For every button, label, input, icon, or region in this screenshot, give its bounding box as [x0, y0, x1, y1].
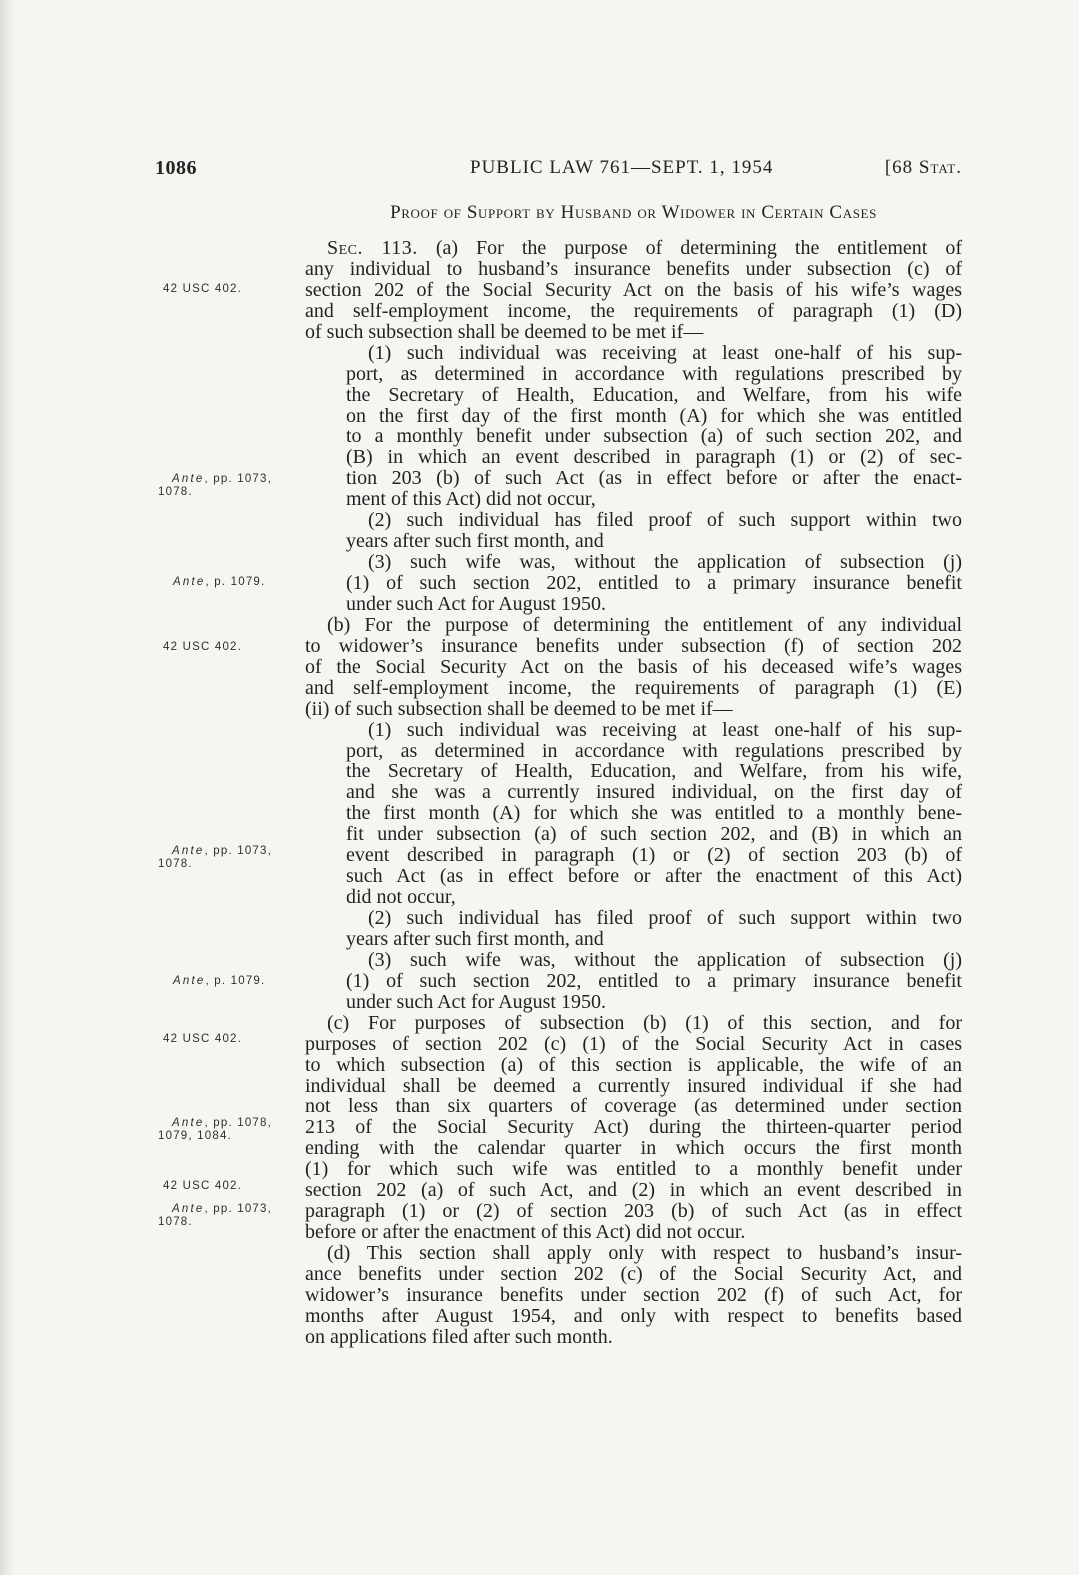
text-line: and she was a currently insured individual, on the first day of [346, 781, 962, 804]
margin-note-pages: , pp. 1073, [204, 473, 273, 485]
text-line: the Secretary of Health, Education, and Welfare, from his wife [346, 383, 962, 406]
text-line: on the first day of the first month (A) for which she was entitled [346, 404, 962, 427]
subsection-b-paragraph-1 [346, 720, 962, 908]
text-line: not less than six quarters of coverage (as determined under section [305, 1095, 962, 1118]
text-line: to which subsection (a) of this section is applicable, the wife of an [305, 1053, 962, 1076]
text-line: event described in paragraph (1) or (2) of section 203 (b) of [346, 844, 962, 867]
text-line: port, as determined in accordance with regulations prescribed by [346, 739, 962, 762]
margin-note-pages: , p. 1079. [205, 975, 266, 987]
margin-note-pages-cont: 1079, 1084. [158, 1130, 232, 1142]
subsection-a-paragraph-3 [346, 552, 962, 615]
margin-note-usc: 42 USC 402. [163, 641, 243, 653]
text-line: (1) such individual was receiving at least one-half of his sup- [368, 718, 962, 741]
text-line: (B) in which an event described in paragraph (1) or (2) of sec- [346, 446, 962, 469]
margin-note-ante [158, 473, 272, 499]
text-line: (c) For purposes of subsection (b) (1) of this section, and for [327, 1011, 962, 1034]
text-line: any individual to husband’s insurance benefits under subsection (c) of [305, 257, 962, 280]
text-line: (2) such individual has filed proof of such support within two [368, 907, 962, 929]
subsection-b-paragraph-2 [346, 908, 962, 950]
running-title: PUBLIC LAW 761—SEPT. 1, 1954 [470, 157, 774, 178]
text-line: the first month (A) for which she was entitled to a monthly bene- [346, 802, 962, 825]
text-line: paragraph (1) or (2) of section 203 (b) of such Act (as in effect [305, 1200, 962, 1223]
text-line: did not occur, [346, 886, 456, 909]
margin-note-ante [173, 975, 265, 988]
text-line: on applications filed after such month. [305, 1325, 613, 1348]
text-line: the Secretary of Health, Education, and Welfare, from his wife, [346, 760, 962, 783]
text-line: under such Act for August 1950. [346, 990, 606, 1013]
subsection-a-paragraph-2 [346, 510, 962, 552]
text-line: widower’s insurance benefits under section 202 (f) of such Act, for [305, 1283, 962, 1306]
margin-note-usc: 42 USC 402. [163, 283, 243, 295]
text-line: (ii) of such subsection shall be deemed to be met if— [305, 697, 733, 720]
section-title: Proof of Support by Husband or Widower in Certain Cases [390, 202, 877, 223]
margin-note-ante-word: Ante [172, 1203, 205, 1215]
margin-note-pages: , pp. 1073, [204, 845, 273, 857]
margin-note-pages: , pp. 1078, [204, 1117, 273, 1129]
margin-note-ante [158, 1117, 272, 1143]
text-line: (1) of such section 202, entitled to a primary insurance benefit [346, 572, 962, 594]
margin-note-ante [158, 845, 272, 871]
margin-note-pages-cont: 1078. [158, 858, 193, 870]
text-line: ment of this Act) did not occur, [346, 488, 596, 511]
text-line: months after August 1954, and only with respect to benefits based [305, 1304, 962, 1327]
margin-note-ante-word: Ante [173, 576, 206, 588]
text-line: section 202 (a) of such Act, and (2) in which an event described in [305, 1179, 962, 1202]
volume-reference: [68 Stat. [884, 157, 962, 178]
text-line: (b) For the purpose of determining the entitlement of any individual [327, 613, 962, 636]
text-line: tion 203 (b) of such Act (as in effect before or after the enact- [346, 467, 962, 490]
text-line-content: (a) For the purpose of determining the entitlement of [435, 237, 962, 259]
text-line: fit under subsection (a) of such section 202, and (B) in which an [346, 823, 962, 846]
text-line: of such subsection shall be deemed to be met if— [305, 320, 704, 343]
text-line: such Act (as in effect before or after the enactment of this Act) [346, 865, 962, 888]
text-line: to widower’s insurance benefits under subsection (f) of section 202 [305, 634, 962, 657]
page-number: 1086 [155, 157, 197, 179]
margin-note-pages: , pp. 1073, [204, 1203, 273, 1215]
text-line: of the Social Security Act on the basis of his deceased wife’s wages [305, 655, 962, 678]
margin-note-pages-cont: 1078. [158, 486, 193, 498]
text-line: ance benefits under section 202 (c) of the Social Security Act, and [305, 1262, 962, 1285]
subsection-a [305, 238, 962, 343]
text-line: (2) such individual has filed proof of such support within two [368, 509, 962, 532]
subsection-b [305, 615, 962, 720]
section-body [305, 238, 962, 1348]
margin-note-ante-word: Ante [172, 1117, 205, 1129]
margin-note-ante-word: Ante [172, 473, 205, 485]
subsection-d [305, 1243, 962, 1348]
margin-note-usc: 42 USC 402. [163, 1033, 243, 1045]
margin-note-pages-cont: 1078. [158, 1216, 193, 1228]
text-line: (1) such individual was receiving at least one-half of his sup- [368, 341, 962, 364]
text-line: ending with the calendar quarter in which occurs the first month [305, 1137, 962, 1160]
margin-note-ante-word: Ante [172, 845, 205, 857]
text-line: before or after the enactment of this Act) did not occur. [305, 1221, 746, 1244]
subsection-a-paragraph-1 [346, 343, 962, 511]
text-line: and self-employment income, the requirements of paragraph (1) (E) [305, 676, 962, 699]
text-line: purposes of section 202 (c) (1) of the Social Security Act in cases [305, 1032, 962, 1055]
text-line: port, as determined in accordance with regulations prescribed by [346, 362, 962, 385]
text-line: section 202 of the Social Security Act on the basis of his wife’s wages [305, 278, 962, 301]
text-line: years after such first month, and [346, 927, 604, 950]
text-line: (3) such wife was, without the application of subsection (j) [368, 948, 962, 971]
text-line [305, 238, 962, 259]
subsection-b-paragraph-3 [346, 950, 962, 1013]
subsection-c [305, 1013, 962, 1243]
text-line: (d) This section shall apply only with respect to husband’s insur- [327, 1242, 962, 1264]
margin-note-ante [173, 576, 265, 589]
text-line: individual shall be deemed a currently insured individual if she had [305, 1074, 962, 1097]
section-label: Sec. 113. [327, 237, 418, 259]
margin-note-usc: 42 USC 402. [163, 1180, 243, 1192]
text-line: (1) for which such wife was entitled to a monthly benefit under [305, 1158, 962, 1181]
text-line: (3) such wife was, without the application of subsection (j) [368, 551, 962, 574]
text-line: to a monthly benefit under subsection (a) of such section 202, and [346, 425, 962, 448]
margin-note-ante-word: Ante [173, 975, 206, 987]
text-line: and self-employment income, the requirements of paragraph (1) (D) [305, 299, 962, 322]
text-line: (1) of such section 202, entitled to a primary insurance benefit [346, 969, 962, 992]
text-line: 213 of the Social Security Act) during the thirteen-quarter period [305, 1116, 962, 1139]
margin-note-pages: , p. 1079. [205, 576, 266, 588]
text-line: years after such first month, and [346, 530, 604, 553]
margin-note-ante [158, 1203, 272, 1229]
text-line: under such Act for August 1950. [346, 592, 606, 615]
